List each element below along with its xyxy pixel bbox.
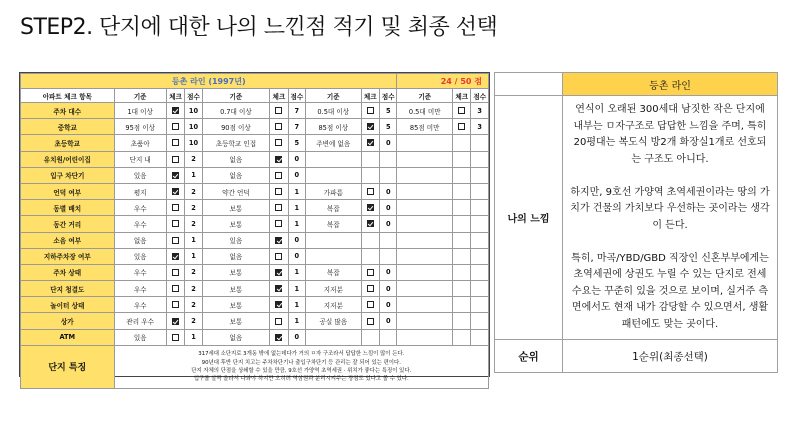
- criteria-text: 0.7대 이상: [202, 103, 269, 119]
- checklist-row: [21, 297, 489, 313]
- check-item-label: 동별 배치: [21, 200, 115, 216]
- score-cell: 7: [288, 103, 305, 119]
- empty-cell: [397, 264, 452, 280]
- empty-cell: [471, 216, 489, 232]
- total-score: 24 / 50 점: [397, 74, 489, 89]
- checked-checkbox[interactable]: [172, 188, 179, 195]
- column-header: 점수: [380, 89, 397, 103]
- unchecked-checkbox[interactable]: [275, 220, 282, 227]
- check-item-label: 주차 대수: [21, 103, 115, 119]
- check-cell: [166, 119, 184, 135]
- criteria-text: 없음: [202, 248, 269, 264]
- unchecked-checkbox[interactable]: [275, 204, 282, 211]
- empty-cell: [397, 216, 452, 232]
- checked-checkbox[interactable]: [275, 334, 282, 341]
- empty-cell: [380, 167, 397, 183]
- empty-cell: [452, 151, 470, 167]
- empty-cell: [471, 329, 489, 345]
- score-cell: 1: [288, 216, 305, 232]
- checked-checkbox[interactable]: [367, 139, 374, 146]
- criteria-text: 초품아: [114, 135, 166, 151]
- checklist-row: [21, 183, 489, 199]
- check-item-label: 상가: [21, 313, 115, 329]
- column-header: 체크: [166, 89, 184, 103]
- score-cell: 10: [185, 135, 202, 151]
- checked-checkbox[interactable]: [172, 253, 179, 260]
- checklist-row: [21, 135, 489, 151]
- unchecked-checkbox[interactable]: [275, 318, 282, 325]
- unchecked-checkbox[interactable]: [172, 269, 179, 276]
- unchecked-checkbox[interactable]: [172, 204, 179, 211]
- criteria-text: 우수: [114, 264, 166, 280]
- empty-cell: [397, 281, 452, 297]
- checklist-row: [21, 119, 489, 135]
- column-header: 기준: [114, 89, 166, 103]
- unchecked-checkbox[interactable]: [275, 172, 282, 179]
- check-cell: [270, 200, 288, 216]
- criteria-text: 보통: [202, 200, 269, 216]
- criteria-text: 우수: [114, 216, 166, 232]
- feeling-label: 나의 느낌: [495, 96, 563, 340]
- score-cell: 2: [185, 297, 202, 313]
- check-cell: [270, 329, 288, 345]
- criteria-text: 보통: [202, 264, 269, 280]
- check-cell: [166, 329, 184, 345]
- score-cell: 0: [380, 281, 397, 297]
- empty-cell: [306, 248, 361, 264]
- checked-checkbox[interactable]: [172, 318, 179, 325]
- check-cell: [361, 183, 379, 199]
- criteria-text: 없음: [114, 232, 166, 248]
- empty-cell: [397, 232, 452, 248]
- empty-cell: [380, 329, 397, 345]
- column-header: 기준: [397, 89, 452, 103]
- score-cell: 1: [185, 167, 202, 183]
- empty-cell: [471, 248, 489, 264]
- score-cell: 0: [380, 135, 397, 151]
- criteria-text: 복잡: [306, 216, 361, 232]
- score-cell: 0: [288, 232, 305, 248]
- score-cell: 0: [288, 167, 305, 183]
- check-cell: [270, 167, 288, 183]
- check-cell: [361, 200, 379, 216]
- check-item-label: 중학교: [21, 119, 115, 135]
- checklist-title-row: [21, 74, 489, 89]
- checklist-row: [21, 216, 489, 232]
- score-cell: 0: [380, 297, 397, 313]
- score-cell: 1: [288, 200, 305, 216]
- criteria-text: 없음: [202, 151, 269, 167]
- checklist-row: [21, 264, 489, 280]
- empty-cell: [361, 232, 379, 248]
- criteria-text: 보통: [202, 313, 269, 329]
- score-cell: 1: [288, 281, 305, 297]
- check-cell: [166, 216, 184, 232]
- unchecked-checkbox[interactable]: [275, 188, 282, 195]
- checked-checkbox[interactable]: [275, 156, 282, 163]
- complex-name: 등촌 라인 (1997년): [21, 74, 397, 89]
- checked-checkbox[interactable]: [367, 220, 374, 227]
- column-header: 체크: [452, 89, 470, 103]
- check-item-label: 언덕 여부: [21, 183, 115, 199]
- unchecked-checkbox[interactable]: [458, 123, 465, 130]
- column-header: 점수: [185, 89, 202, 103]
- empty-cell: [397, 248, 452, 264]
- criteria-text: 주변에 없음: [306, 135, 361, 151]
- check-cell: [166, 313, 184, 329]
- feature-line: 317세대 소단지로 3개동 밖에 없는데다가 거의 ㅁ자 구조라서 답답한 느낌이 많이 든다.: [198, 351, 405, 358]
- criteria-text: 지저분: [306, 281, 361, 297]
- checklist-row: [21, 313, 489, 329]
- empty-cell: [452, 297, 470, 313]
- checklist-row: [21, 151, 489, 167]
- check-cell: [270, 103, 288, 119]
- criteria-text: 1대 이상: [114, 103, 166, 119]
- check-item-label: 단지 청결도: [21, 281, 115, 297]
- criteria-text: 지저분: [306, 297, 361, 313]
- empty-cell: [471, 167, 489, 183]
- empty-cell: [471, 297, 489, 313]
- criteria-text: 보통: [202, 216, 269, 232]
- criteria-text: 우수: [114, 297, 166, 313]
- unchecked-checkbox[interactable]: [458, 107, 465, 114]
- check-item-label: ATM: [21, 329, 115, 345]
- score-cell: 0: [380, 264, 397, 280]
- unchecked-checkbox[interactable]: [172, 334, 179, 341]
- score-cell: 10: [185, 103, 202, 119]
- empty-cell: [397, 200, 452, 216]
- column-header: 기준: [202, 89, 269, 103]
- checklist-row: [21, 200, 489, 216]
- checked-checkbox[interactable]: [367, 123, 374, 130]
- unchecked-checkbox[interactable]: [275, 139, 282, 146]
- score-cell: 0: [380, 200, 397, 216]
- check-cell: [270, 151, 288, 167]
- feeling-paragraph-2: 하지만, 9호선 가양역 초역세권이라는 땅의 가치가 건물의 가치보다 우선하는 곳이라는 생각이 든다.: [570, 186, 770, 231]
- score-cell: 3: [471, 119, 489, 135]
- empty-cell: [397, 135, 452, 151]
- check-cell: [270, 281, 288, 297]
- empty-cell: [361, 329, 379, 345]
- empty-cell: [452, 216, 470, 232]
- feature-line: 단지 자체의 단점을 상쇄할 수 있을 만큼, 9호선 가양역 초역세권 · 위치가 좋다는 특징이 있다.: [191, 367, 412, 374]
- checklist-table: [20, 73, 489, 389]
- empty-cell: [471, 232, 489, 248]
- criteria-text: 우수: [114, 281, 166, 297]
- criteria-text: 관리 우수: [114, 313, 166, 329]
- criteria-text: 단지 내: [114, 151, 166, 167]
- empty-cell: [452, 167, 470, 183]
- empty-cell: [471, 151, 489, 167]
- column-header: 체크: [270, 89, 288, 103]
- score-cell: 5: [380, 103, 397, 119]
- empty-cell: [397, 313, 452, 329]
- criteria-text: 90점 이상: [202, 119, 269, 135]
- check-cell: [270, 264, 288, 280]
- column-header: 점수: [471, 89, 489, 103]
- check-cell: [166, 183, 184, 199]
- criteria-text: 보통: [202, 297, 269, 313]
- empty-cell: [471, 313, 489, 329]
- empty-cell: [471, 135, 489, 151]
- check-cell: [166, 167, 184, 183]
- check-cell: [166, 248, 184, 264]
- score-cell: 2: [185, 313, 202, 329]
- score-cell: 1: [288, 183, 305, 199]
- criteria-text: 0.5대 이상: [306, 103, 361, 119]
- check-item-label: 입구 차단기: [21, 167, 115, 183]
- check-cell: [270, 119, 288, 135]
- criteria-text: 없음: [202, 329, 269, 345]
- feeling-paragraph-3: 특히, 마곡/YBD/GBD 직장인 신혼부부에게는 초역세권에 상권도 누릴 수 있는 단지로 전세 수요는 꾸준히 있을 것으로 보이며, 실거주 측면에서도 현재 내가 감당할 수 있으면서, 생활패턴에도 맞는 곳이다.: [571, 252, 769, 330]
- unchecked-checkbox[interactable]: [172, 220, 179, 227]
- check-cell: [166, 151, 184, 167]
- criteria-text: 없음: [202, 167, 269, 183]
- review-corner-cell: [495, 73, 563, 96]
- feature-line: 90년대 후반 단지 치고는 주차차단기나 출입구차단기 등 관리는 잘 되어 있는 편이다.: [201, 359, 401, 366]
- review-complex-header: 등촌 라인: [563, 73, 778, 96]
- checked-checkbox[interactable]: [275, 285, 282, 292]
- checked-checkbox[interactable]: [275, 237, 282, 244]
- empty-cell: [471, 264, 489, 280]
- empty-cell: [397, 167, 452, 183]
- empty-cell: [471, 183, 489, 199]
- score-cell: 2: [185, 264, 202, 280]
- criteria-text: 있음: [202, 232, 269, 248]
- check-cell: [361, 135, 379, 151]
- criteria-text: 초등학교 인접: [202, 135, 269, 151]
- page-title: STEP2. 단지에 대한 나의 느낀점 적기 및 최종 선택: [20, 15, 498, 40]
- feature-text: [114, 345, 488, 388]
- empty-cell: [471, 200, 489, 216]
- empty-cell: [306, 232, 361, 248]
- check-cell: [270, 232, 288, 248]
- empty-cell: [471, 281, 489, 297]
- check-cell: [361, 216, 379, 232]
- empty-cell: [361, 167, 379, 183]
- column-header: 체크: [361, 89, 379, 103]
- check-cell: [452, 103, 470, 119]
- unchecked-checkbox[interactable]: [275, 107, 282, 114]
- checklist-row: [21, 103, 489, 119]
- score-cell: 1: [185, 329, 202, 345]
- score-cell: 0: [380, 216, 397, 232]
- score-cell: 1: [288, 264, 305, 280]
- check-item-label: 초등학교: [21, 135, 115, 151]
- feature-line: 입구를 살짝 올라서 나와야 하지만 오히려 역삼권과 분리시켜주는 장점도 있다고 볼 수 있다.: [193, 376, 409, 383]
- score-cell: 3: [471, 103, 489, 119]
- empty-cell: [452, 200, 470, 216]
- score-cell: 1: [185, 248, 202, 264]
- empty-cell: [380, 151, 397, 167]
- feeling-text: [563, 96, 778, 340]
- check-cell: [270, 135, 288, 151]
- rank-label: 순위: [495, 340, 563, 373]
- criteria-text: 0.5대 미만: [397, 103, 452, 119]
- score-cell: 7: [288, 119, 305, 135]
- unchecked-checkbox[interactable]: [367, 269, 374, 276]
- check-cell: [361, 281, 379, 297]
- empty-cell: [397, 183, 452, 199]
- empty-cell: [452, 329, 470, 345]
- score-cell: 0: [288, 248, 305, 264]
- check-cell: [361, 313, 379, 329]
- empty-cell: [306, 329, 361, 345]
- column-header: 점수: [288, 89, 305, 103]
- checklist-row: [21, 167, 489, 183]
- empty-cell: [361, 248, 379, 264]
- criteria-text: 85점 미만: [397, 119, 452, 135]
- column-header: 아파트 체크 항목: [21, 89, 115, 103]
- unchecked-checkbox[interactable]: [172, 285, 179, 292]
- apartment-checklist: [19, 72, 490, 383]
- checklist-row: [21, 329, 489, 345]
- unchecked-checkbox[interactable]: [367, 285, 374, 292]
- check-item-label: 유치원/어린이집: [21, 151, 115, 167]
- criteria-text: 복잡: [306, 264, 361, 280]
- check-cell: [166, 281, 184, 297]
- score-cell: 5: [288, 135, 305, 151]
- check-cell: [452, 119, 470, 135]
- column-header: 기준: [306, 89, 361, 103]
- score-cell: 2: [185, 183, 202, 199]
- empty-cell: [380, 248, 397, 264]
- empty-cell: [397, 151, 452, 167]
- unchecked-checkbox[interactable]: [367, 107, 374, 114]
- unchecked-checkbox[interactable]: [275, 123, 282, 130]
- score-cell: 0: [380, 183, 397, 199]
- checked-checkbox[interactable]: [367, 204, 374, 211]
- check-cell: [166, 264, 184, 280]
- review-table: [494, 72, 778, 373]
- check-cell: [270, 313, 288, 329]
- score-cell: 1: [185, 232, 202, 248]
- unchecked-checkbox[interactable]: [172, 237, 179, 244]
- criteria-text: 있음: [114, 329, 166, 345]
- check-item-label: 주차 상태: [21, 264, 115, 280]
- check-cell: [166, 103, 184, 119]
- checklist-row: [21, 281, 489, 297]
- criteria-text: 공실 많음: [306, 313, 361, 329]
- unchecked-checkbox[interactable]: [172, 156, 179, 163]
- checked-checkbox[interactable]: [172, 107, 179, 114]
- check-item-label: 동간 거리: [21, 216, 115, 232]
- score-cell: 1: [288, 297, 305, 313]
- score-cell: 2: [185, 151, 202, 167]
- score-cell: 0: [380, 313, 397, 329]
- check-cell: [270, 183, 288, 199]
- checklist-row: [21, 232, 489, 248]
- unchecked-checkbox[interactable]: [367, 301, 374, 308]
- empty-cell: [452, 248, 470, 264]
- score-cell: 0: [288, 151, 305, 167]
- empty-cell: [306, 167, 361, 183]
- checklist-row: [21, 248, 489, 264]
- empty-cell: [452, 232, 470, 248]
- unchecked-checkbox[interactable]: [367, 188, 374, 195]
- rank-value: 1순위(최종선택): [563, 340, 778, 373]
- empty-cell: [452, 313, 470, 329]
- feeling-paragraph-1: 연식이 오래된 300세대 남짓한 작은 단지에 내부는 ㅁ자구조로 답답한 느낌을 주며, 특히 20평대는 복도식 방2개 화장실1개로 선호되는 구조도 아니다.: [573, 104, 767, 165]
- check-cell: [361, 119, 379, 135]
- score-cell: 5: [380, 119, 397, 135]
- score-cell: 2: [185, 200, 202, 216]
- feature-label: 단지 특징: [21, 345, 115, 388]
- criteria-text: 우수: [114, 200, 166, 216]
- empty-cell: [452, 183, 470, 199]
- empty-cell: [397, 329, 452, 345]
- criteria-text: 있음: [114, 167, 166, 183]
- empty-cell: [380, 232, 397, 248]
- criteria-text: 있음: [114, 248, 166, 264]
- check-cell: [361, 103, 379, 119]
- check-item-label: 놀이터 상태: [21, 297, 115, 313]
- check-item-label: 소음 여부: [21, 232, 115, 248]
- unchecked-checkbox[interactable]: [275, 253, 282, 260]
- score-cell: 2: [185, 281, 202, 297]
- unchecked-checkbox[interactable]: [172, 123, 179, 130]
- checked-checkbox[interactable]: [172, 172, 179, 179]
- checklist-header-row: [21, 89, 489, 103]
- score-cell: 10: [185, 119, 202, 135]
- empty-cell: [361, 151, 379, 167]
- check-cell: [270, 297, 288, 313]
- empty-cell: [452, 281, 470, 297]
- check-cell: [166, 135, 184, 151]
- criteria-text: 복잡: [306, 200, 361, 216]
- criteria-text: 85점 이상: [306, 119, 361, 135]
- score-cell: 0: [288, 329, 305, 345]
- unchecked-checkbox[interactable]: [172, 301, 179, 308]
- unchecked-checkbox[interactable]: [367, 318, 374, 325]
- score-cell: 2: [185, 216, 202, 232]
- check-cell: [270, 216, 288, 232]
- check-cell: [361, 264, 379, 280]
- criteria-text: 평지: [114, 183, 166, 199]
- check-cell: [166, 297, 184, 313]
- criteria-text: 보통: [202, 281, 269, 297]
- check-cell: [361, 297, 379, 313]
- check-cell: [166, 200, 184, 216]
- check-cell: [166, 232, 184, 248]
- checked-checkbox[interactable]: [275, 269, 282, 276]
- empty-cell: [306, 151, 361, 167]
- empty-cell: [452, 135, 470, 151]
- unchecked-checkbox[interactable]: [172, 139, 179, 146]
- criteria-text: 가파름: [306, 183, 361, 199]
- empty-cell: [452, 264, 470, 280]
- empty-cell: [397, 297, 452, 313]
- criteria-text: 95점 이상: [114, 119, 166, 135]
- checked-checkbox[interactable]: [275, 301, 282, 308]
- check-item-label: 지하주차장 여부: [21, 248, 115, 264]
- feature-row: [21, 345, 489, 388]
- criteria-text: 약간 언덕: [202, 183, 269, 199]
- check-cell: [270, 248, 288, 264]
- score-cell: 1: [288, 313, 305, 329]
